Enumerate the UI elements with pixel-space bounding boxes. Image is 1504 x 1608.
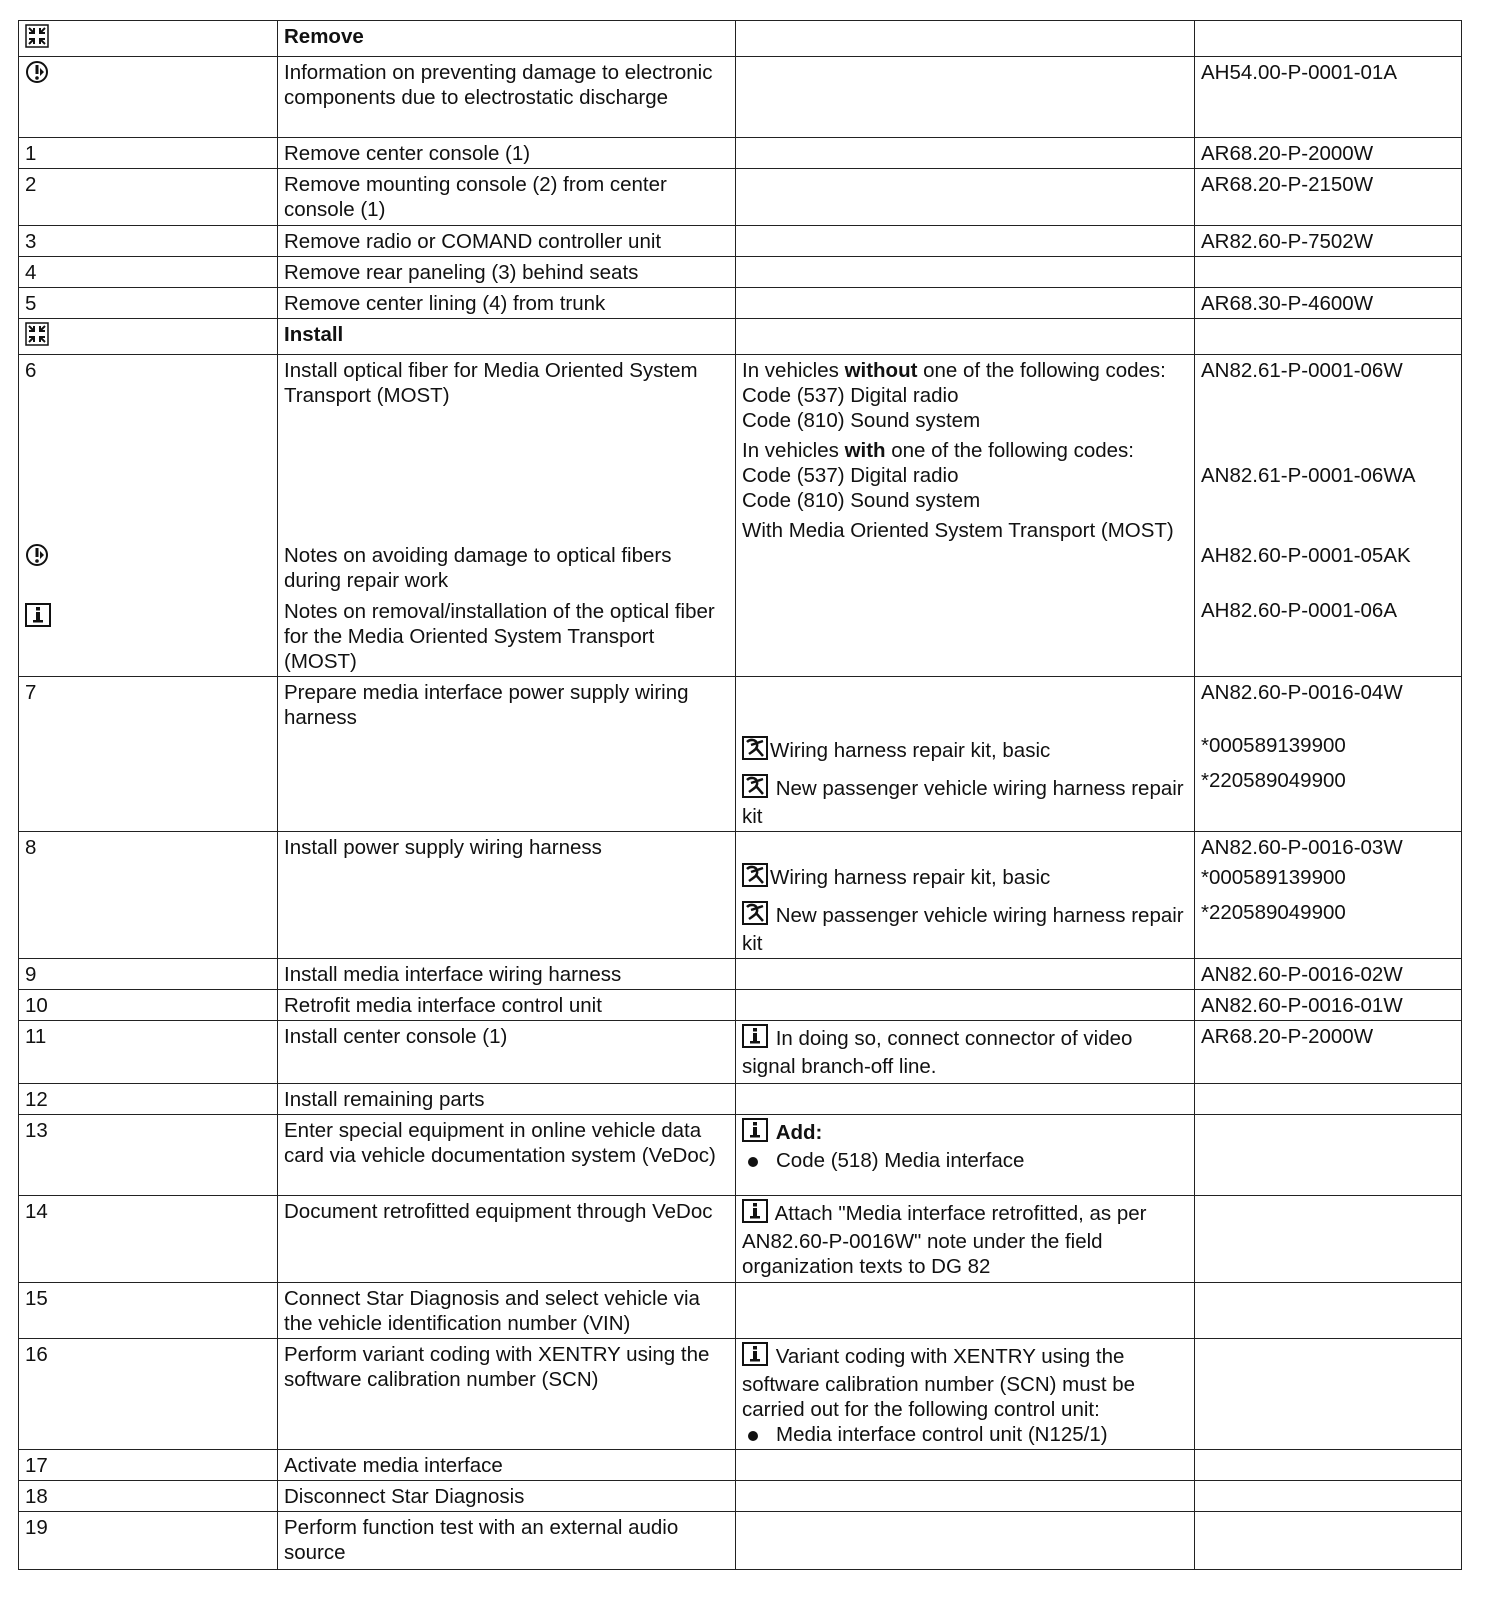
step-description: Connect Star Diagnosis and select vehicle via the vehicle identification number (VIN) [278, 1283, 736, 1339]
remove-section-title: Remove [278, 21, 736, 57]
document-reference[interactable]: AN82.60-P-0016-03W [1201, 836, 1403, 859]
table-row [19, 677, 1462, 832]
step-description: Install media interface wiring harness [278, 959, 736, 990]
table-row [19, 990, 1462, 1021]
step-description: Install remaining parts [278, 1084, 736, 1115]
document-reference[interactable]: AR68.20-P-2150W [1195, 169, 1462, 226]
step-number: 18 [19, 1481, 278, 1512]
info-icon [742, 1342, 768, 1372]
document-reference[interactable]: AH82.60-P-0001-06A [1201, 599, 1398, 622]
document-reference[interactable]: AN82.61-P-0001-06W [1201, 359, 1403, 382]
step-description: Remove radio or COMAND controller unit [278, 226, 736, 257]
install-section-icon [25, 322, 49, 352]
info-icon [742, 1118, 768, 1148]
step-number: 9 [19, 959, 278, 990]
table-row [19, 288, 1462, 319]
document-reference[interactable]: AH82.60-P-0001-05AK [1201, 544, 1411, 567]
step-description: Disconnect Star Diagnosis [278, 1481, 736, 1512]
tool-part-number: *220589049900 [1201, 769, 1346, 792]
note-text: Variant coding with XENTRY using the software calibration number (SCN) must be carried out for the following control unit: [742, 1345, 1136, 1421]
document-reference[interactable]: AR68.20-P-2000W [1195, 1021, 1462, 1084]
table-row [19, 1512, 1462, 1570]
note-text: Attach "Media interface retrofitted, as per AN82.60-P-0016W" note under the field organization texts to DG 82 [742, 1202, 1147, 1278]
step-description: Install center console (1) [278, 1021, 736, 1084]
step-number: 13 [19, 1115, 278, 1196]
tool-part-number: *000589139900 [1201, 866, 1346, 889]
tool-item: Wiring harness repair kit, basic [742, 863, 1188, 893]
tool-icon [742, 863, 768, 893]
table-row [19, 1115, 1462, 1196]
code-line: Code (537) Digital radio [742, 384, 959, 407]
code-line: Code (810) Sound system [742, 489, 981, 512]
step-number: 16 [19, 1339, 278, 1450]
step-description: Remove mounting console (2) from center console (1) [278, 169, 736, 226]
step-number: 17 [19, 1450, 278, 1481]
step-number: 5 [19, 288, 278, 319]
step-number: 15 [19, 1283, 278, 1339]
step-description: Remove center console (1) [278, 138, 736, 169]
step-description: Retrofit media interface control unit [278, 990, 736, 1021]
document-reference[interactable]: AH54.00-P-0001-01A [1195, 57, 1462, 138]
step-number: 19 [19, 1512, 278, 1570]
step-description: Remove center lining (4) from trunk [278, 288, 736, 319]
tool-icon [742, 774, 768, 804]
document-reference[interactable]: AR82.60-P-7502W [1195, 226, 1462, 257]
step-description: Perform function test with an external audio source [278, 1512, 736, 1570]
step-number: 12 [19, 1084, 278, 1115]
table-row [19, 169, 1462, 226]
step-description: Activate media interface [278, 1450, 736, 1481]
tool-item: Wiring harness repair kit, basic [742, 736, 1188, 766]
step-description: Document retrofitted equipment through VeDoc [278, 1196, 736, 1283]
step-description: Remove rear paneling (3) behind seats [278, 257, 736, 288]
step-description: Perform variant coding with XENTRY using the software calibration number (SCN) [278, 1339, 736, 1450]
table-row [19, 959, 1462, 990]
info-icon [742, 1024, 768, 1054]
install-section-title: Install [278, 319, 736, 355]
step-description: Install power supply wiring harness [278, 832, 736, 959]
tool-part-number: *220589049900 [1201, 901, 1346, 924]
code-line: Code (810) Sound system [742, 409, 981, 432]
step-number: 14 [19, 1196, 278, 1283]
info-icon [742, 1199, 768, 1229]
note-condition: With Media Oriented System Transport (MOST) [742, 519, 1174, 542]
table-row [19, 1084, 1462, 1115]
table-row [19, 355, 1462, 677]
remove-section-icon-cell [19, 21, 278, 57]
table-row [19, 138, 1462, 169]
document-reference[interactable]: AR68.20-P-2000W [1195, 138, 1462, 169]
document-reference[interactable]: AN82.61-P-0001-06WA [1201, 464, 1416, 487]
table-row [19, 1339, 1462, 1450]
table-row [19, 1450, 1462, 1481]
step-number: 1 [19, 138, 278, 169]
tool-item: New passenger vehicle wiring harness repair kit [742, 774, 1188, 829]
step-number: 8 [19, 832, 278, 959]
caution-icon [25, 543, 49, 573]
note-title: Add: [775, 1121, 823, 1144]
step-description: Information on preventing damage to electronic components due to electrostatic discharge [278, 57, 736, 138]
remove-section-icon [25, 24, 49, 54]
info-icon [25, 603, 51, 633]
document-reference[interactable]: AN82.60-P-0016-04W [1201, 681, 1403, 704]
tool-item: New passenger vehicle wiring harness repair kit [742, 901, 1188, 956]
note-description: Notes on removal/installation of the optical fiber for the Media Oriented System Transport (MOST) [284, 600, 715, 673]
note-text: In doing so, connect connector of video signal branch-off line. [742, 1027, 1133, 1078]
bullet-item: Media interface control unit (N125/1) [742, 1422, 1188, 1447]
condition-without: In vehicles without one of the following codes: [742, 359, 1166, 382]
remove-section-row [19, 21, 1462, 57]
table-row [19, 57, 1462, 138]
step-number: 4 [19, 257, 278, 288]
code-line: Code (537) Digital radio [742, 464, 959, 487]
tool-icon [742, 736, 768, 766]
step-number: 11 [19, 1021, 278, 1084]
step-number: 7 [19, 677, 278, 832]
document-reference[interactable]: AR68.30-P-4600W [1195, 288, 1462, 319]
tool-icon [742, 901, 768, 931]
document-reference[interactable]: AN82.60-P-0016-02W [1195, 959, 1462, 990]
bullet-item: Code (518) Media interface [742, 1148, 1188, 1173]
table-row [19, 832, 1462, 959]
table-row [19, 226, 1462, 257]
table-row [19, 1196, 1462, 1283]
work-instructions-table [18, 20, 1462, 1570]
table-row [19, 1481, 1462, 1512]
tool-part-number: *000589139900 [1201, 734, 1346, 757]
step-description: Prepare media interface power supply wiring harness [278, 677, 736, 832]
note-description: Notes on avoiding damage to optical fibers during repair work [284, 544, 672, 592]
step-description: Enter special equipment in online vehicle data card via vehicle documentation system (VeDoc) [278, 1115, 736, 1196]
caution-icon [25, 60, 49, 90]
condition-with: In vehicles with one of the following codes: [742, 439, 1135, 462]
install-section-row [19, 319, 1462, 355]
step-description: Install optical fiber for Media Oriented System Transport (MOST) [284, 359, 698, 407]
document-reference[interactable]: AN82.60-P-0016-01W [1195, 990, 1462, 1021]
table-row [19, 257, 1462, 288]
step-number: 3 [19, 226, 278, 257]
table-row [19, 1283, 1462, 1339]
table-row [19, 1021, 1462, 1084]
step-number: 2 [19, 169, 278, 226]
step-number: 10 [19, 990, 278, 1021]
step-number: 6 [25, 359, 37, 382]
